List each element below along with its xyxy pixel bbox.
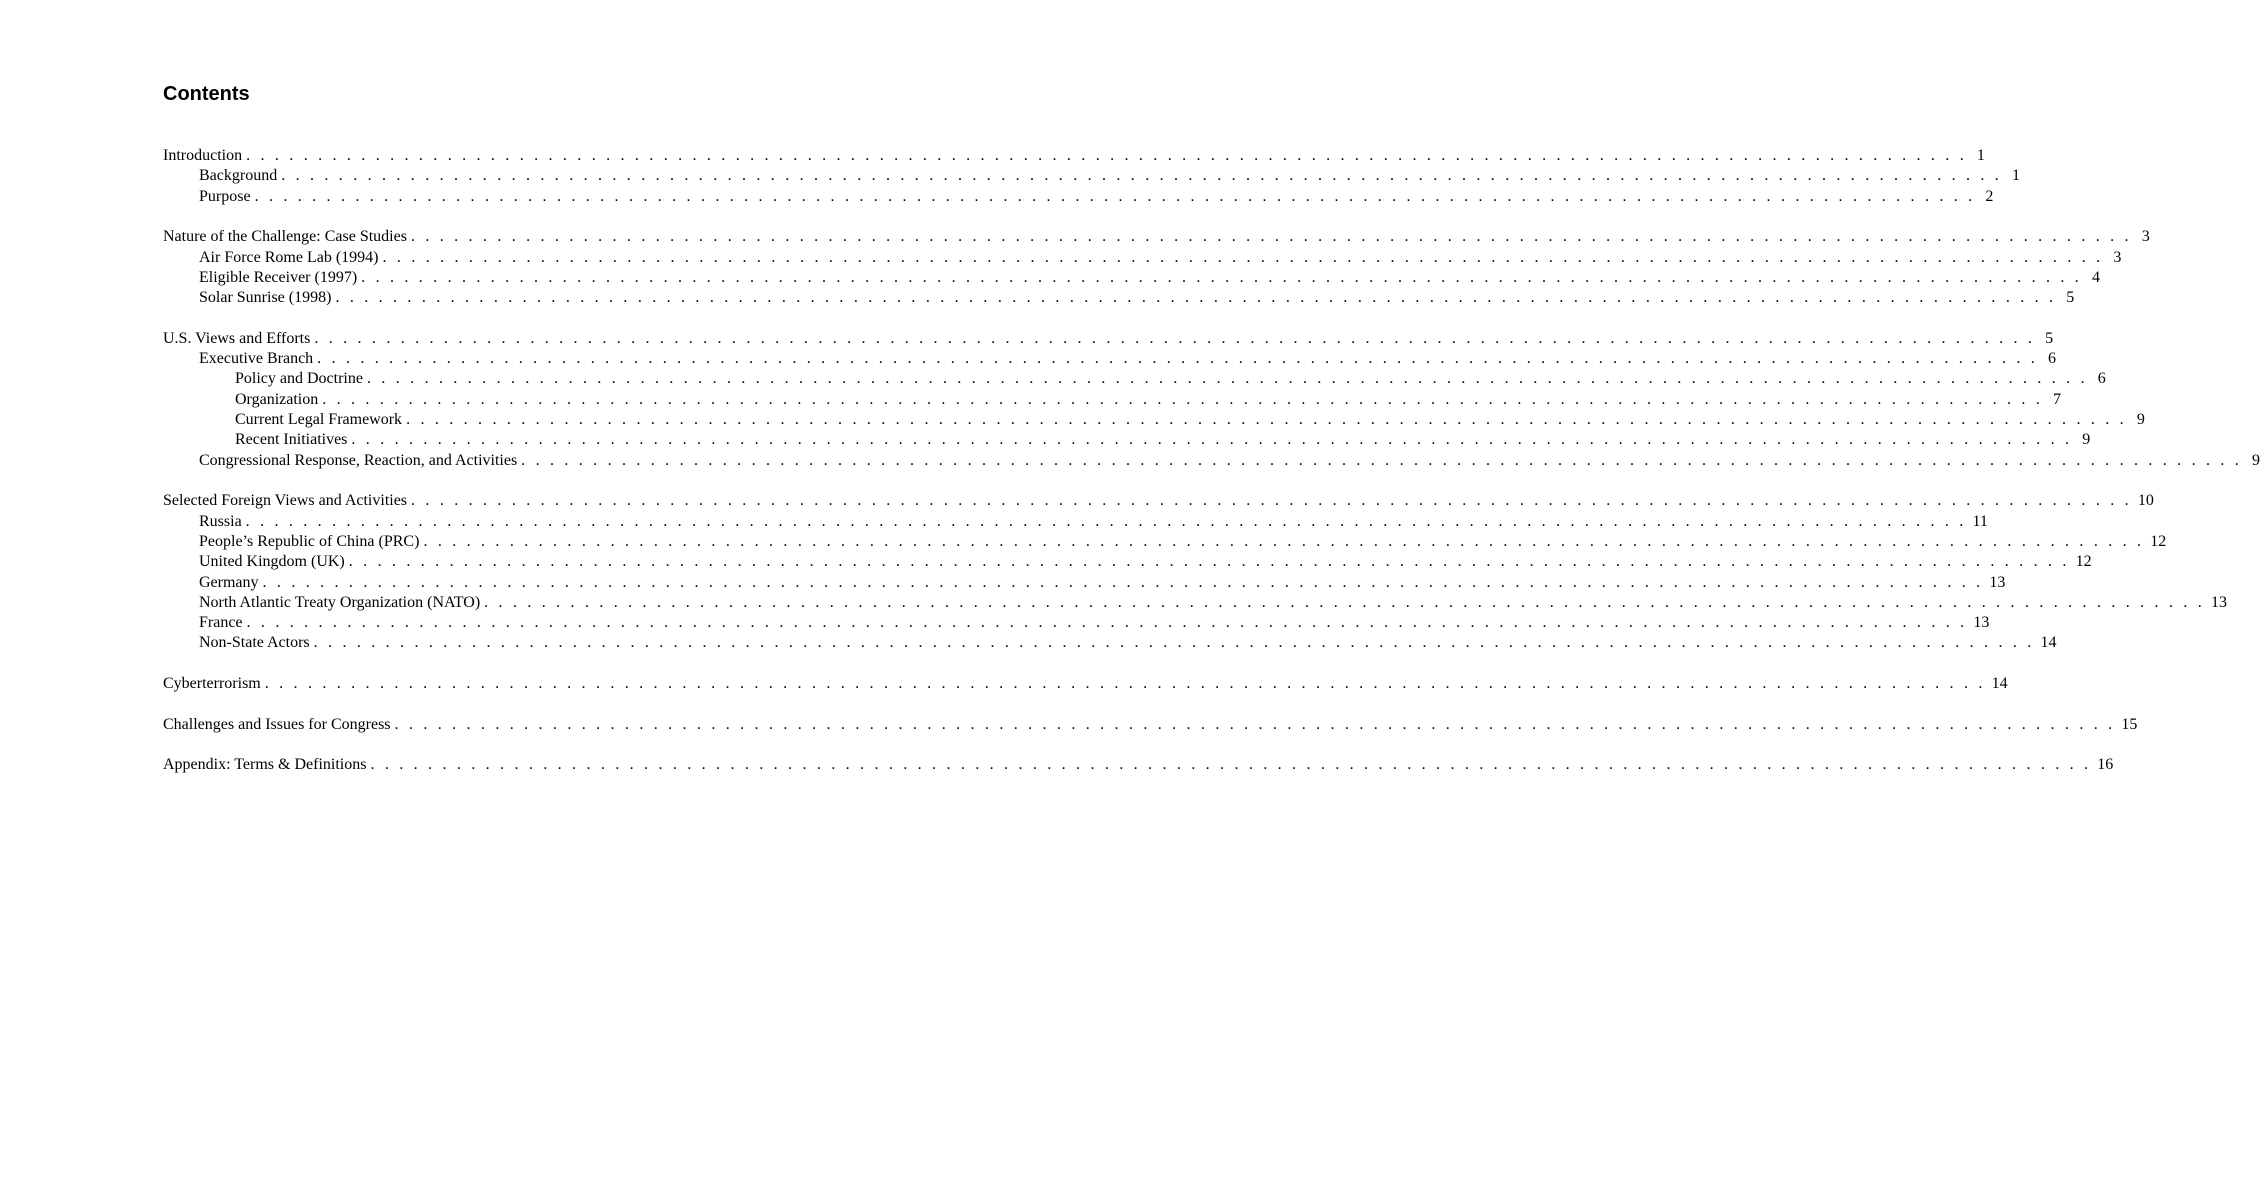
- toc-section: [163, 146, 2021, 207]
- dot-leader: . . . . . . . . . . . . . . . . . . . . . . . . . . . . . . . . . . . . . . . . . . . . . . . . . . . . . . . . . . . . . . . . . . . . . . . . . . . . . . . . . . . . . . . . . . . . . . . . . . . . . . . . . . . . . . . . . . . . . . . .: [322, 390, 2044, 408]
- dot-leader: . . . . . . . . . . . . . . . . . . . . . . . . . . . . . . . . . . . . . . . . . . . . . . . . . . . . . . . . . . . . . . . . . . . . . . . . . . . . . . . . . . . . . . . . . . . . . . . . . . . . . . . . . . . . . . . . . . . . . . . .: [484, 593, 2205, 611]
- toc-entry-label: Appendix: Terms & Definitions: [163, 756, 367, 774]
- toc-entry-label: Policy and Doctrine: [235, 370, 363, 388]
- toc-entry-label: France: [199, 614, 243, 632]
- toc-entry[interactable]: [163, 288, 2075, 308]
- toc-entry-label: United Kingdom (UK): [199, 553, 345, 571]
- toc-entry-label: Non-State Actors: [199, 634, 310, 652]
- toc-entry-page-number: 11: [1972, 512, 1988, 530]
- toc-entry-label: U.S. Views and Efforts: [163, 329, 311, 347]
- toc-entry-page-number: 3: [2113, 248, 2122, 266]
- toc-entry-label: Purpose: [199, 187, 251, 205]
- dot-leader: . . . . . . . . . . . . . . . . . . . . . . . . . . . . . . . . . . . . . . . . . . . . . . . . . . . . . . . . . . . . . . . . . . . . . . . . . . . . . . . . . . . . . . . . . . . . . . . . . . . . . . . . . . . . . . . . . . . . . . . .: [406, 411, 2127, 429]
- toc-entry-page-number: 6: [2047, 350, 2056, 368]
- dot-leader: . . . . . . . . . . . . . . . . . . . . . . . . . . . . . . . . . . . . . . . . . . . . . . . . . . . . . . . . . . . . . . . . . . . . . . . . . . . . . . . . . . . . . . . . . . . . . . . . . . . . . . . . . . . . . . . . . . . . . . . .: [411, 492, 2132, 510]
- toc-entry[interactable]: [163, 410, 2145, 430]
- toc-entry-page-number: 5: [2066, 289, 2075, 307]
- dot-leader: . . . . . . . . . . . . . . . . . . . . . . . . . . . . . . . . . . . . . . . . . . . . . . . . . . . . . . . . . . . . . . . . . . . . . . . . . . . . . . . . . . . . . . . . . . . . . . . . . . . . . . . . . . . . . . . . . . . . . . . .: [351, 431, 2073, 449]
- dot-leader: . . . . . . . . . . . . . . . . . . . . . . . . . . . . . . . . . . . . . . . . . . . . . . . . . . . . . . . . . . . . . . . . . . . . . . . . . . . . . . . . . . . . . . . . . . . . . . . . . . . . . . . . . . . . . . . . . . . . . . . .: [313, 634, 2035, 652]
- toc-entry-page-number: 14: [2040, 634, 2057, 652]
- toc-entry-label: Eligible Receiver (1997): [199, 268, 358, 286]
- toc-entry-label: Russia: [199, 512, 242, 530]
- toc-entry-label: Selected Foreign Views and Activities: [163, 492, 408, 510]
- toc-entry[interactable]: [163, 532, 2167, 552]
- toc-entry[interactable]: [163, 512, 1988, 532]
- dot-leader: . . . . . . . . . . . . . . . . . . . . . . . . . . . . . . . . . . . . . . . . . . . . . . . . . . . . . . . . . . . . . . . . . . . . . . . . . . . . . . . . . . . . . . . . . . . . . . . . . . . . . . . . . . . . . . . . . . . . . . . .: [254, 187, 1976, 205]
- dot-leader: . . . . . . . . . . . . . . . . . . . . . . . . . . . . . . . . . . . . . . . . . . . . . . . . . . . . . . . . . . . . . . . . . . . . . . . . . . . . . . . . . . . . . . . . . . . . . . . . . . . . . . . . . . . . . . . . . . . . . . . .: [317, 350, 2038, 368]
- toc-entry-label: Germany: [199, 573, 259, 591]
- toc-entry-page-number: 13: [1989, 573, 2006, 591]
- dot-leader: . . . . . . . . . . . . . . . . . . . . . . . . . . . . . . . . . . . . . . . . . . . . . . . . . . . . . . . . . . . . . . . . . . . . . . . . . . . . . . . . . . . . . . . . . . . . . . . . . . . . . . . . . . . . . . . . . . . . . . . .: [246, 614, 1968, 632]
- dot-leader: . . . . . . . . . . . . . . . . . . . . . . . . . . . . . . . . . . . . . . . . . . . . . . . . . . . . . . . . . . . . . . . . . . . . . . . . . . . . . . . . . . . . . . . . . . . . . . . . . . . . . . . . . . . . . . . . . . . . . . . .: [264, 675, 1986, 693]
- toc-entry[interactable]: [163, 166, 2021, 186]
- toc-entry-label: Solar Sunrise (1998): [199, 289, 332, 307]
- toc-entry-page-number: 3: [2141, 228, 2150, 246]
- toc-entry-label: Challenges and Issues for Congress: [163, 715, 391, 733]
- toc-entry[interactable]: [163, 715, 2138, 735]
- toc-entry-label: People’s Republic of China (PRC): [199, 532, 420, 550]
- toc-section: [163, 227, 2150, 308]
- dot-leader: . . . . . . . . . . . . . . . . . . . . . . . . . . . . . . . . . . . . . . . . . . . . . . . . . . . . . . . . . . . . . . . . . . . . . . . . . . . . . . . . . . . . . . . . . . . . . . . . . . . . . . . . . . . . . . . . . . . . . . . .: [246, 147, 1967, 164]
- toc-entry[interactable]: [163, 248, 2122, 268]
- dot-leader: . . . . . . . . . . . . . . . . . . . . . . . . . . . . . . . . . . . . . . . . . . . . . . . . . . . . . . . . . . . . . . . . . . . . . . . . . . . . . . . . . . . . . . . . . . . . . . . . . . . . . . . . . . . . . . . . . . . . . . . .: [423, 532, 2145, 550]
- toc-entry[interactable]: [163, 349, 2056, 369]
- dot-leader: . . . . . . . . . . . . . . . . . . . . . . . . . . . . . . . . . . . . . . . . . . . . . . . . . . . . . . . . . . . . . . . . . . . . . . . . . . . . . . . . . . . . . . . . . . . . . . . . . . . . . . . . . . . . . . . . . . . . . . . .: [314, 329, 2036, 347]
- toc-entry-label: Organization: [235, 390, 319, 408]
- toc-entry-label: Air Force Rome Lab (1994): [199, 248, 379, 266]
- toc-entry[interactable]: [163, 552, 2092, 572]
- dot-leader: . . . . . . . . . . . . . . . . . . . . . . . . . . . . . . . . . . . . . . . . . . . . . . . . . . . . . . . . . . . . . . . . . . . . . . . . . . . . . . . . . . . . . . . . . . . . . . . . . . . . . . . . . . . . . . . . . . . . . . . .: [262, 573, 1984, 591]
- toc-entry-page-number: 9: [2082, 431, 2091, 449]
- toc-entry-label: Nature of the Challenge: Case Studies: [163, 228, 407, 246]
- toc-entry-label: Background: [199, 167, 278, 185]
- toc-entry-page-number: 12: [2150, 532, 2167, 550]
- dot-leader: . . . . . . . . . . . . . . . . . . . . . . . . . . . . . . . . . . . . . . . . . . . . . . . . . . . . . . . . . . . . . . . . . . . . . . . . . . . . . . . . . . . . . . . . . . . . . . . . . . . . . . . . . . . . . . . . . . . . . . . .: [335, 289, 2057, 307]
- toc-section: [163, 755, 2114, 775]
- toc-entry[interactable]: [163, 187, 1994, 207]
- dot-leader: . . . . . . . . . . . . . . . . . . . . . . . . . . . . . . . . . . . . . . . . . . . . . . . . . . . . . . . . . . . . . . . . . . . . . . . . . . . . . . . . . . . . . . . . . . . . . . . . . . . . . . . . . . . . . . . . . . . . . . . .: [348, 553, 2070, 571]
- toc-entry-page-number: 13: [2210, 593, 2227, 611]
- toc-entry-label: Congressional Response, Reaction, and Activities: [199, 451, 518, 469]
- toc-entry-page-number: 1: [1976, 147, 1985, 164]
- dot-leader: . . . . . . . . . . . . . . . . . . . . . . . . . . . . . . . . . . . . . . . . . . . . . . . . . . . . . . . . . . . . . . . . . . . . . . . . . . . . . . . . . . . . . . . . . . . . . . . . . . . . . . . . . . . . . . . . . . . . . . . .: [382, 248, 2104, 266]
- toc-entry-page-number: 7: [2053, 390, 2062, 408]
- toc-section: [163, 491, 2227, 653]
- dot-leader: . . . . . . . . . . . . . . . . . . . . . . . . . . . . . . . . . . . . . . . . . . . . . . . . . . . . . . . . . . . . . . . . . . . . . . . . . . . . . . . . . . . . . . . . . . . . . . . . . . . . . . . . . . . . . . . . . . . . . . . .: [361, 268, 2082, 286]
- toc-entry[interactable]: [163, 329, 2054, 349]
- dot-leader: . . . . . . . . . . . . . . . . . . . . . . . . . . . . . . . . . . . . . . . . . . . . . . . . . . . . . . . . . . . . . . . . . . . . . . . . . . . . . . . . . . . . . . . . . . . . . . . . . . . . . . . . . . . . . . . . . . . . . . . .: [394, 715, 2116, 733]
- toc-entry-page-number: 4: [2091, 268, 2100, 286]
- toc-entry[interactable]: [163, 227, 2150, 247]
- toc-entry[interactable]: [163, 573, 2006, 593]
- toc-entry[interactable]: [163, 674, 2008, 694]
- toc-section: [163, 329, 2260, 471]
- toc-entry[interactable]: [163, 369, 2106, 389]
- toc-entry-page-number: 14: [1991, 675, 2008, 693]
- dot-leader: . . . . . . . . . . . . . . . . . . . . . . . . . . . . . . . . . . . . . . . . . . . . . . . . . . . . . . . . . . . . . . . . . . . . . . . . . . . . . . . . . . . . . . . . . . . . . . . . . . . . . . . . . . . . . . . . . . . . . . . .: [245, 512, 1967, 530]
- toc-entry[interactable]: [163, 593, 2227, 613]
- toc-entry-page-number: 1: [2012, 167, 2021, 185]
- dot-leader: . . . . . . . . . . . . . . . . . . . . . . . . . . . . . . . . . . . . . . . . . . . . . . . . . . . . . . . . . . . . . . . . . . . . . . . . . . . . . . . . . . . . . . . . . . . . . . . . . . . . . . . . . . . . . . . . . . . . . . . .: [370, 756, 2092, 774]
- toc-entry-page-number: 12: [2075, 553, 2092, 571]
- toc-entry-label: Recent Initiatives: [235, 431, 348, 449]
- toc-entry-page-number: 9: [2136, 411, 2145, 429]
- toc-section: [163, 715, 2138, 735]
- page-title: Contents: [163, 83, 250, 105]
- toc-entry-label: North Atlantic Treaty Organization (NATO): [199, 593, 481, 611]
- toc-entry-label: Executive Branch: [199, 350, 314, 368]
- toc-entry[interactable]: [163, 755, 2114, 775]
- toc-entry-page-number: 10: [2137, 492, 2154, 510]
- dot-leader: . . . . . . . . . . . . . . . . . . . . . . . . . . . . . . . . . . . . . . . . . . . . . . . . . . . . . . . . . . . . . . . . . . . . . . . . . . . . . . . . . . . . . . . . . . . . . . . . . . . . . . . . . . . . . . . . . . . . . . . .: [366, 370, 2088, 388]
- toc-entry[interactable]: [163, 491, 2154, 511]
- toc-entry[interactable]: [163, 390, 2062, 410]
- toc-entry-label: Cyberterrorism: [163, 675, 261, 693]
- toc-entry[interactable]: [163, 268, 2100, 288]
- table-of-contents: [163, 146, 2260, 796]
- toc-entry[interactable]: [163, 451, 2260, 471]
- toc-entry-page-number: 6: [2097, 370, 2106, 388]
- toc-entry-page-number: 5: [2045, 329, 2054, 347]
- toc-entry[interactable]: [163, 146, 1985, 166]
- toc-entry-page-number: 2: [1985, 187, 1994, 205]
- dot-leader: . . . . . . . . . . . . . . . . . . . . . . . . . . . . . . . . . . . . . . . . . . . . . . . . . . . . . . . . . . . . . . . . . . . . . . . . . . . . . . . . . . . . . . . . . . . . . . . . . . . . . . . . . . . . . . . . . . . . . . . .: [410, 228, 2132, 246]
- toc-entry-page-number: 9: [2251, 451, 2260, 469]
- toc-entry-label: Introduction: [163, 147, 243, 164]
- toc-entry-label: Current Legal Framework: [235, 411, 403, 429]
- toc-entry-page-number: 15: [2121, 715, 2138, 733]
- dot-leader: . . . . . . . . . . . . . . . . . . . . . . . . . . . . . . . . . . . . . . . . . . . . . . . . . . . . . . . . . . . . . . . . . . . . . . . . . . . . . . . . . . . . . . . . . . . . . . . . . . . . . . . . . . . . . . . . . . . . . . . .: [521, 451, 2242, 469]
- toc-entry[interactable]: [163, 430, 2091, 450]
- dot-leader: . . . . . . . . . . . . . . . . . . . . . . . . . . . . . . . . . . . . . . . . . . . . . . . . . . . . . . . . . . . . . . . . . . . . . . . . . . . . . . . . . . . . . . . . . . . . . . . . . . . . . . . . . . . . . . . . . . . . . . . .: [281, 167, 2003, 185]
- toc-entry[interactable]: [163, 633, 2057, 653]
- toc-entry-page-number: 16: [2097, 756, 2114, 774]
- toc-entry-page-number: 13: [1973, 614, 1990, 632]
- toc-entry[interactable]: [163, 613, 1990, 633]
- toc-section: [163, 674, 2008, 694]
